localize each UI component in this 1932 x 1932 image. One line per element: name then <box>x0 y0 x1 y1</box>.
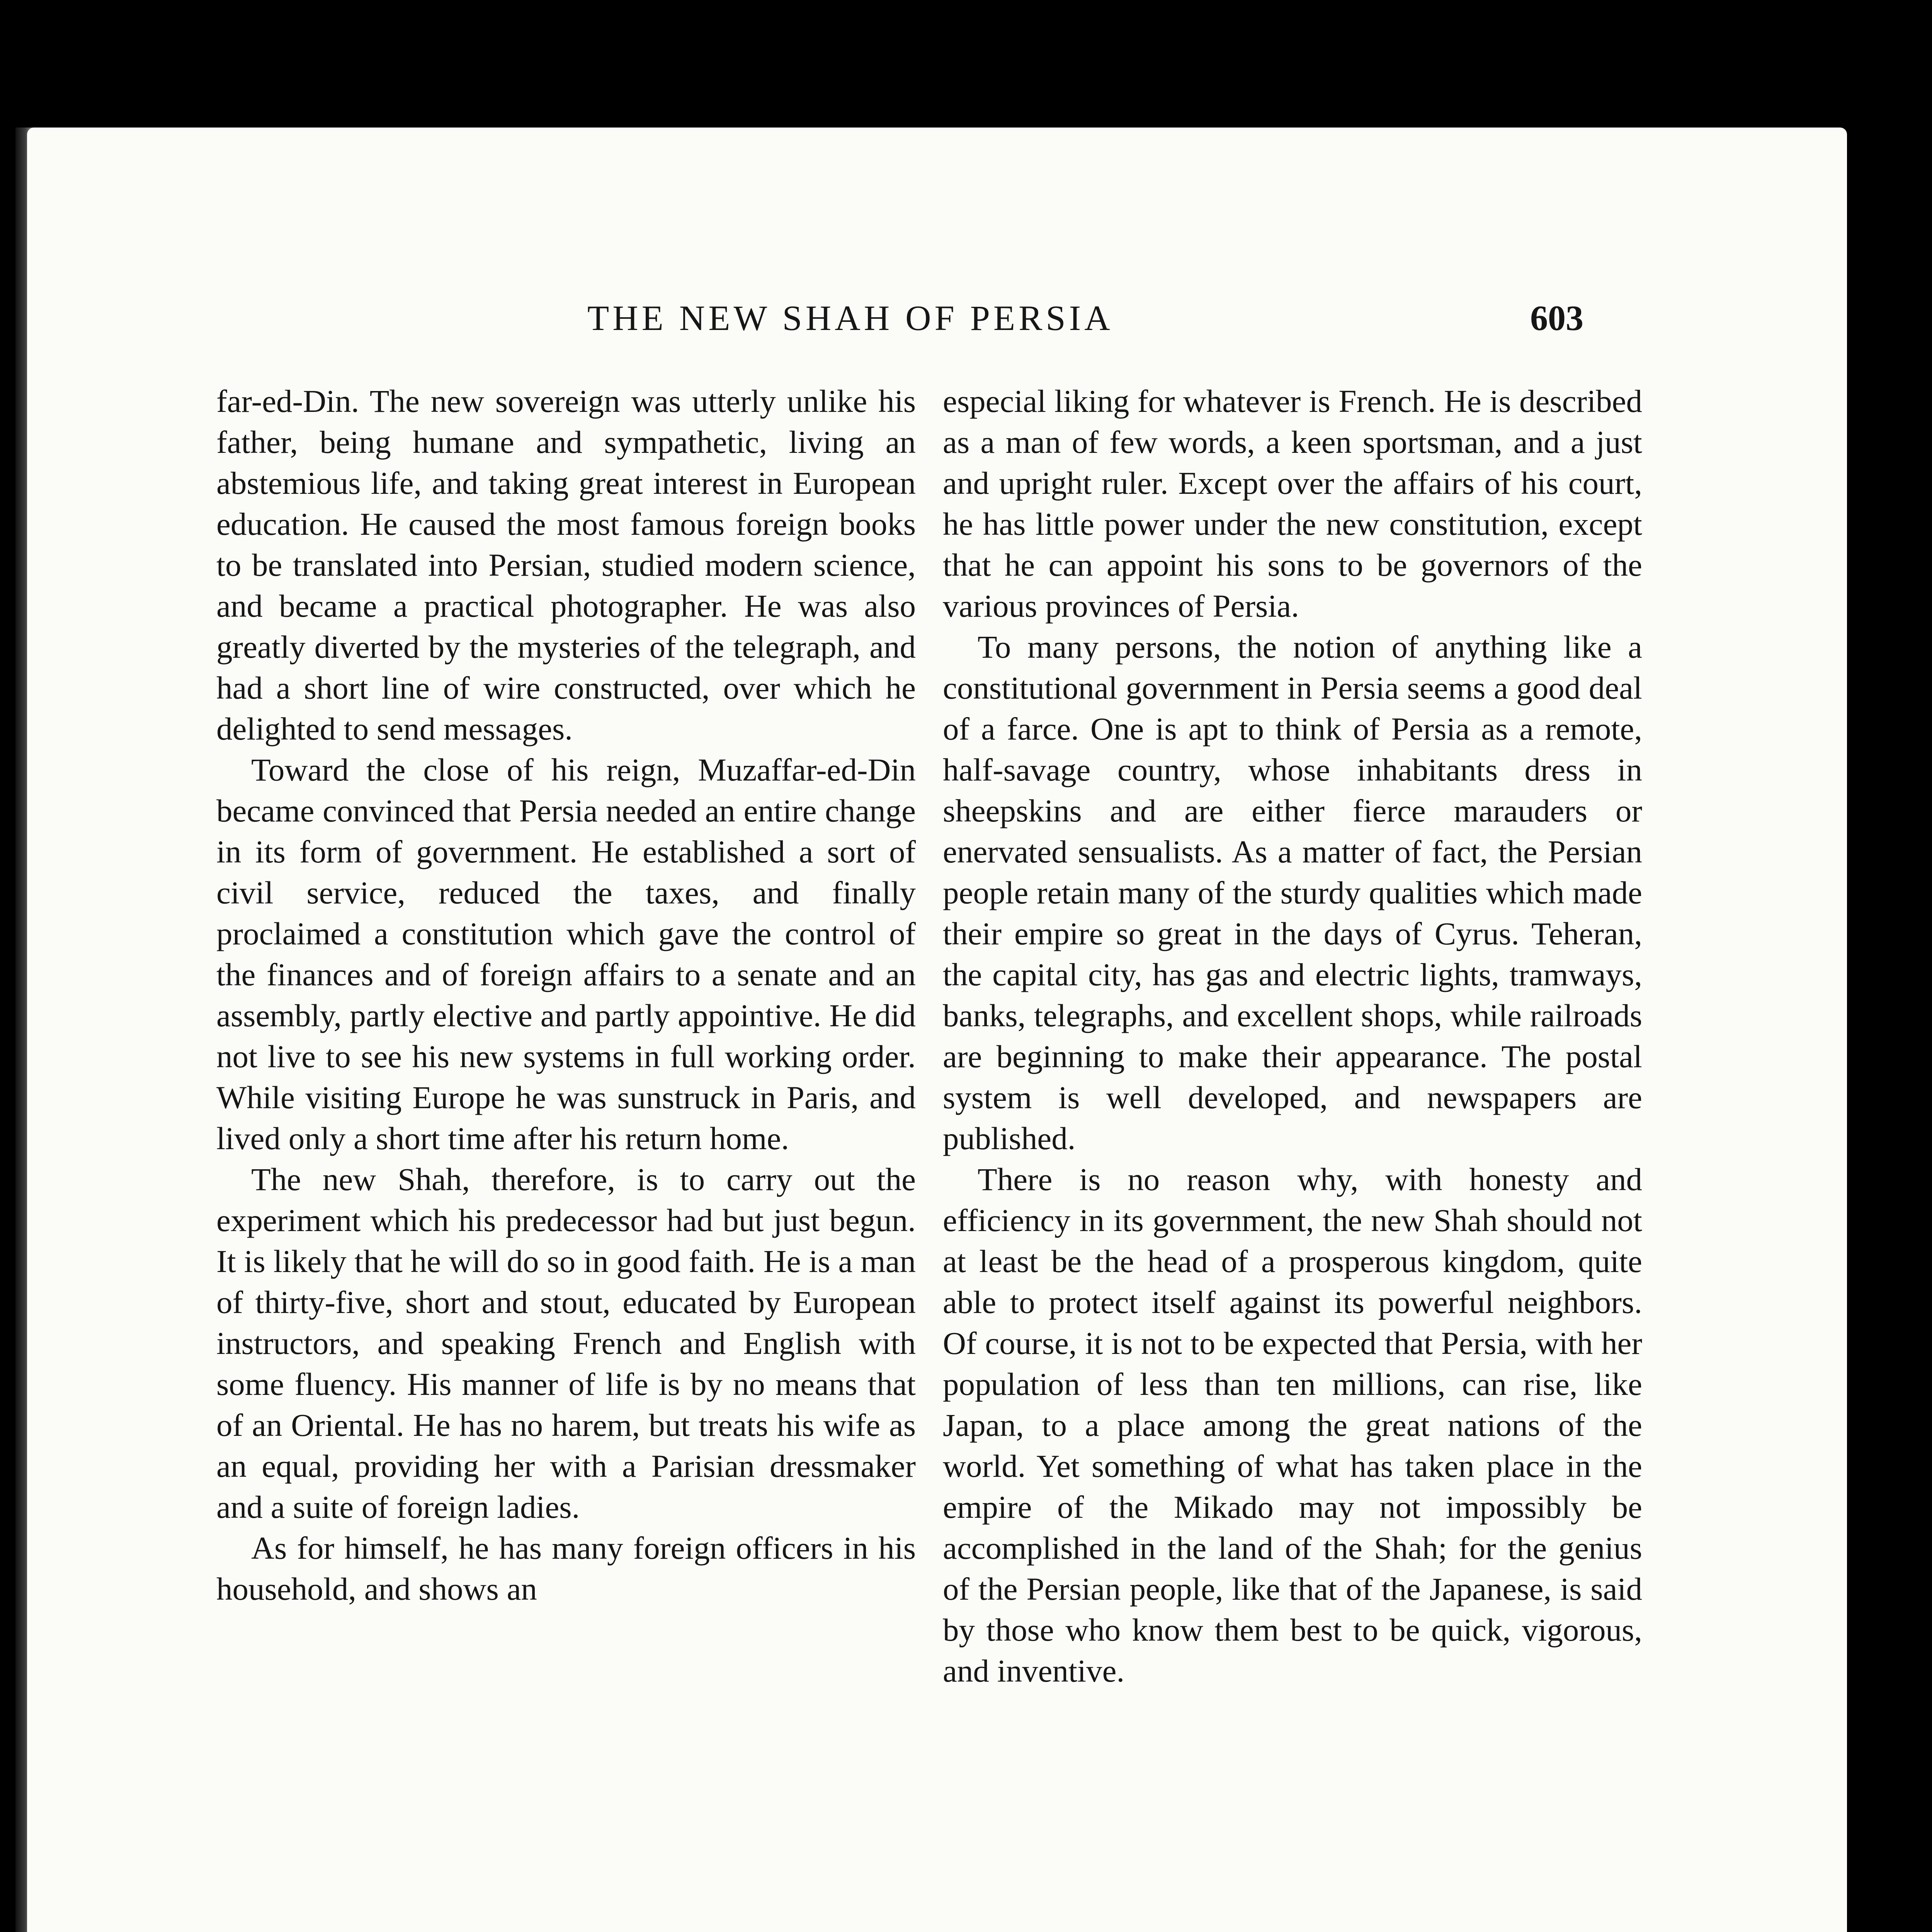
article-paragraph: There is no reason why, with honesty and efficiency in its government, the new Shah should not at least be the head of a prosperous kingdom, quite able to protect itself against its powerful neighbors. Of course, it is not to be expected that Persia, with her population of less than ten millions, can rise, like Japan, to a place among the great nations of the world. Yet something of what has taken place in the empire of the Mikado may not impossibly be accomplished in the land of the Shah; for the genius of the Persian people, like that of the Japanese, is said by those who know them best to be quick, vigorous, and inventive. <box>943 1162 1642 1689</box>
article-paragraph: The new Shah, therefore, is to carry out the experiment which his predecessor had but just begun. It is likely that he will do so in good faith. He is a man of thirty-five, short and stout, educated by European instructors, and speaking French and English with some fluency. His manner of life is by no means that of an Oriental. He has no harem, but treats his wife as an equal, providing her with a Parisian dressmaker and a suite of foreign ladies. <box>216 1162 916 1525</box>
page-number: 603 <box>1530 298 1583 338</box>
article-paragraph: especial liking for whatever is French. He is described as a man of few words, a keen sportsman, and a just and upright ruler. Except over the affairs of his court, he has little power under the new constitution, except that he can appoint his sons to be governors of the various provinces of Persia. <box>943 383 1642 624</box>
article-paragraph: Toward the close of his reign, Muzaffar-ed-Din became convinced that Persia needed an entire change in its form of government. He established a sort of civil service, reduced the taxes, and finally proclaimed a constitution which gave the control of the finances and of foreign affairs to a senate and an assembly, partly elective and partly appointive. He did not live to see his new systems in full working order. While visiting Europe he was sunstruck in Paris, and lived only a short time after his return home. <box>216 752 916 1156</box>
article-right-column <box>943 381 1642 1691</box>
article-paragraph: As for himself, he has many foreign officers in his household, and shows an <box>216 1530 916 1607</box>
running-head: THE NEW SHAH OF PERSIA <box>587 298 1114 338</box>
article-left-column <box>216 381 916 1609</box>
article-paragraph: far-ed-Din. The new sovereign was utterly unlike his father, being humane and sympathetic, living an abstemious life, and taking great interest in European education. He caused the most famous foreign books to be translated into Persian, studied modern science, and became a practical photographer. He was also greatly diverted by the mysteries of the telegraph, and had a short line of wire constructed, over which he delighted to send messages. <box>216 383 916 747</box>
article-paragraph: To many persons, the notion of anything like a constitutional government in Persia seems a good deal of a farce. One is apt to think of Persia as a remote, half-savage country, whose inhabitants dress in sheepskins and are either fierce marauders or enervated sensualists. As a matter of fact, the Persian people retain many of the sturdy qualities which made their empire so great in the days of Cyrus. Teheran, the capital city, has gas and electric lights, tramways, banks, telegraphs, and excellent shops, while railroads are beginning to make their appearance. The postal system is well developed, and newspapers are published. <box>943 629 1642 1156</box>
